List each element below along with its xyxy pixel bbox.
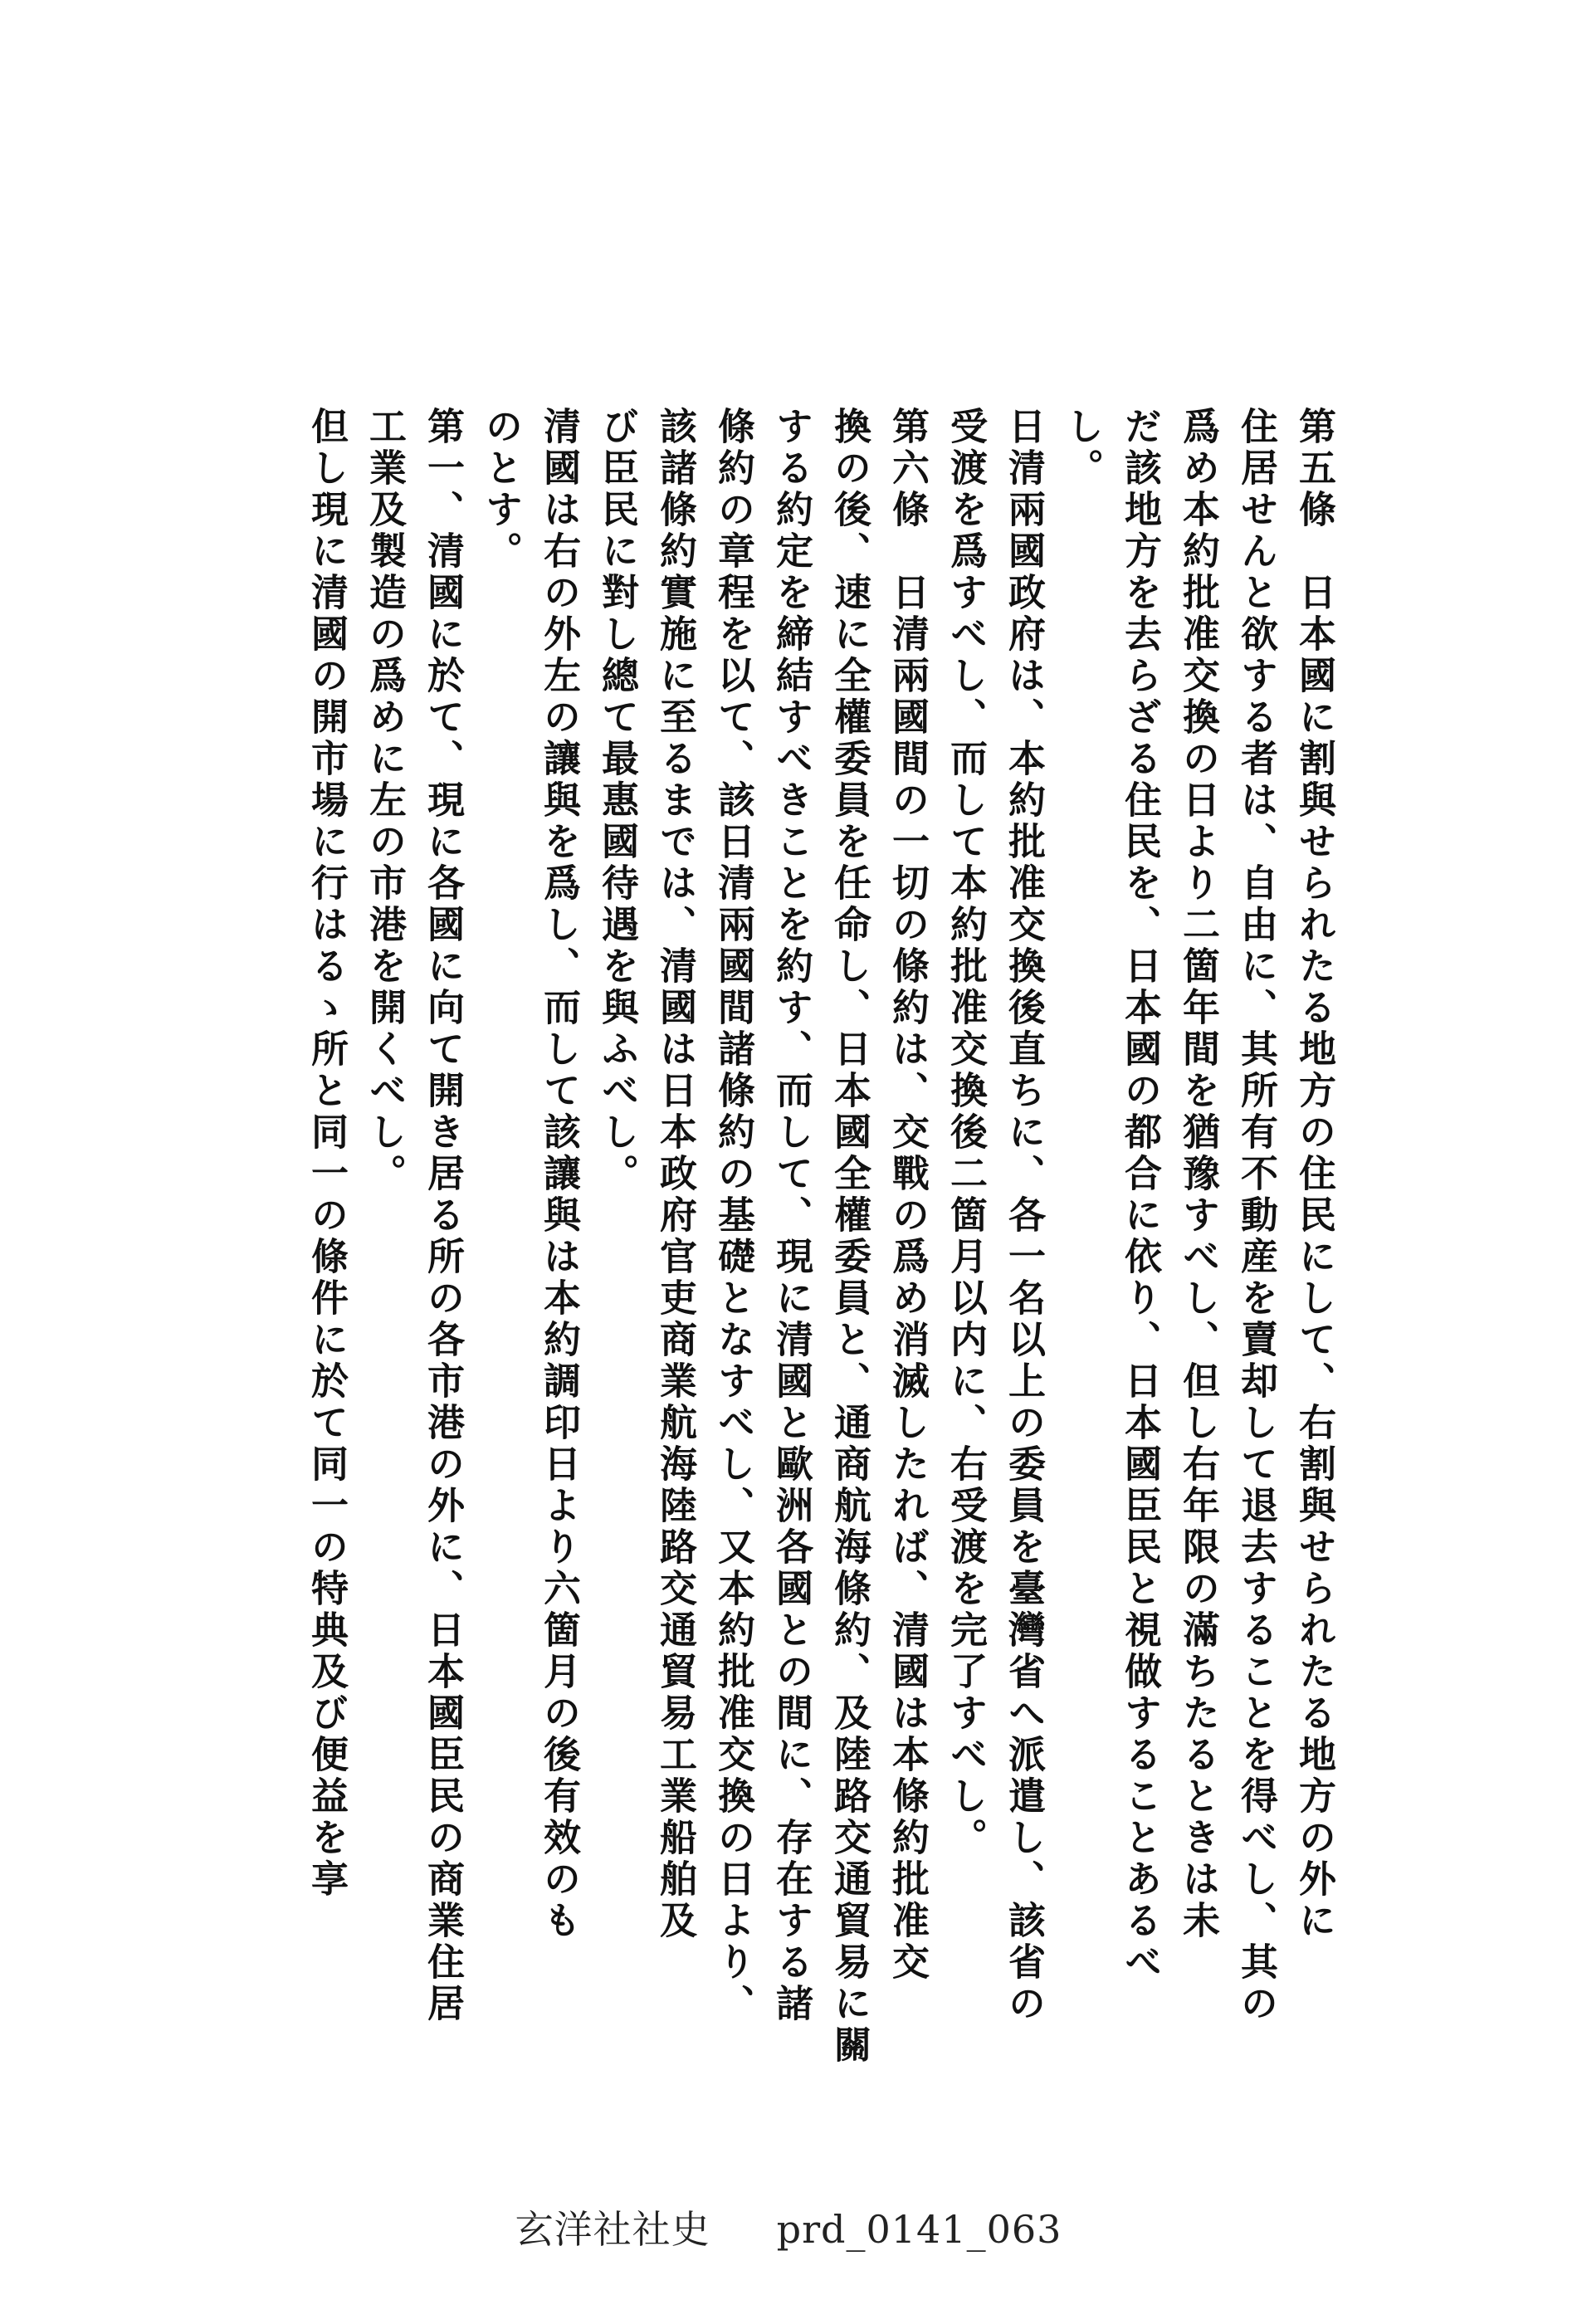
collection-title: 玄洋社社史: [515, 2207, 710, 2252]
text-column-1: 第五條 日本國に割與せられたる地方の住民にして、右割與せられたる地方の外に: [1292, 407, 1336, 1942]
text-column-7: 受渡を爲すべし、而して本約批准交換後二箇月以内に、右受渡を完了すべし。: [944, 407, 988, 1859]
text-column-6: 日清兩國政府は、本約批准交換後直ちに、各一名以上の委員を臺灣省へ派遣し、該省の: [1002, 407, 1046, 2025]
page-footer: [0, 2200, 1577, 2254]
document-text: [282, 407, 1336, 2067]
text-column-4: だ該地方を去らざる住民を、日本國の都合に依り、日本國臣民と視做することあるべ: [1118, 407, 1162, 1984]
text-column-17: 工業及製造の爲めに左の市港を開くべし。: [363, 407, 407, 1195]
text-column-16: 第一、清國に於て、現に各國に向て開き居る所の各市港の外に、日本國臣民の商業住居: [421, 407, 465, 2025]
text-column-18: 但し現に清國の開市場に行はるゝ所と同一の條件に於て同一の特典及び便益を享: [305, 407, 349, 1901]
page-identifier: prd_0141_063: [776, 2207, 1062, 2252]
text-column-5: し。: [1060, 407, 1104, 490]
text-column-9: 換の後、速に全權委員を任命し、日本國全權委員と、通商航海條約、及陸路交通貿易に關: [828, 407, 872, 2067]
text-column-14: 清國は右の外左の讓與を爲し、而して該讓與は本約調印日より六箇月の後有效のも: [537, 407, 581, 1942]
text-column-13: び臣民に對し總て最惠國待遇を與ふべし。: [595, 407, 639, 1195]
text-column-10: する約定を締結すべきことを約す、而して、現に清國と歐洲各國との間に、存在する諸: [769, 407, 813, 2025]
text-column-15: のとす。: [479, 407, 523, 573]
text-column-11: 條約の章程を以て、該日清兩國間諸條約の基礎となすべし、又本約批准交換の日より、: [711, 407, 755, 2025]
text-column-3: 爲め本約批准交換の日より二箇年間を猶豫すべし、但し右年限の滿ちたるときは未: [1176, 407, 1220, 1942]
text-column-12: 該諸條約實施に至るまでは、清國は日本政府官吏商業航海陸路交通貿易工業船舶及: [653, 407, 697, 1942]
text-column-8: 第六條 日清兩國間の一切の條約は、交戰の爲め消滅したれば、清國は本條約批准交: [886, 407, 930, 1984]
text-column-2: 住居せんと欲する者は、自由に、其所有不動産を賣却して退去することを得べし、其の: [1234, 407, 1278, 2025]
